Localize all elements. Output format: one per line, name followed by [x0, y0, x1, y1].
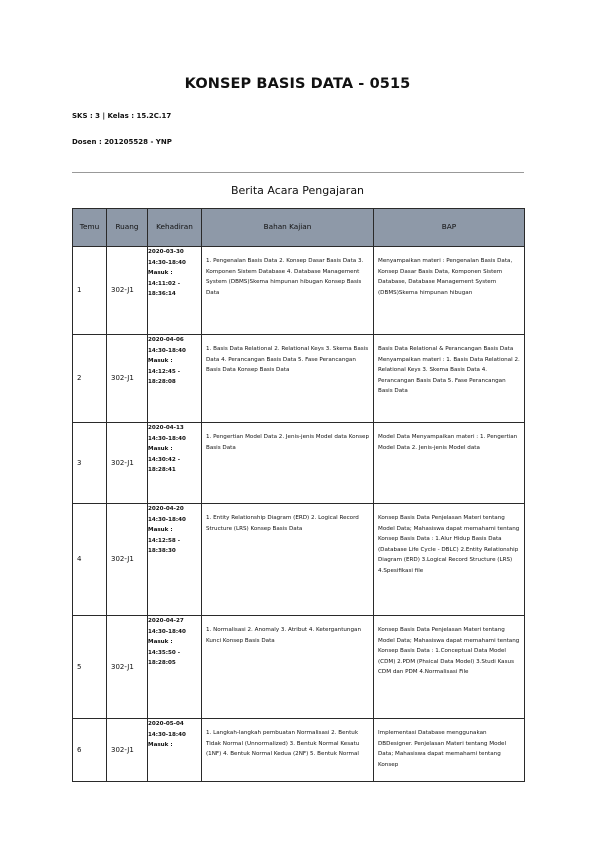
- header-bahan-kajian: Bahan Kajian: [202, 209, 374, 247]
- bahan-kajian-cell: 1. Normalisasi 2. Anomaly 3. Atribut 4. Ketergantungan Kunci Konsep Basis Data: [202, 616, 374, 719]
- table-row: [73, 504, 525, 616]
- kehadiran-cell: 2020-05-04 14:30-18:40 Masuk :: [148, 719, 202, 782]
- lecturer-meta: Dosen : 201205528 - YNP: [72, 138, 172, 146]
- divider: [72, 172, 524, 173]
- temu-cell: 3: [73, 423, 107, 504]
- course-meta: SKS : 3 | Kelas : 15.2C.17: [72, 112, 172, 120]
- temu-cell: 1: [73, 247, 107, 335]
- kehadiran-cell: 2020-04-20 14:30-18:40 Masuk : 14:12:58 - 18:38:30: [148, 504, 202, 616]
- kehadiran-cell: 2020-04-13 14:30-18:40 Masuk : 14:30:42 - 18:28:41: [148, 423, 202, 504]
- ruang-cell: 302-J1: [107, 247, 148, 335]
- ruang-cell: 302-J1: [107, 504, 148, 616]
- temu-cell: 2: [73, 335, 107, 423]
- bahan-kajian-cell: 1. Basis Data Relational 2. Relational Keys 3. Skema Basis Data 4. Perancangan Basis Data 5. Fase Perancangan Basis Data Konsep Basis Data: [202, 335, 374, 423]
- table-row: [73, 335, 525, 423]
- ruang-cell: 302-J1: [107, 423, 148, 504]
- bap-cell: Model Data Menyampaikan materi : 1. Pengertian Model Data 2. Jenis-jenis Model data: [374, 423, 525, 504]
- bahan-kajian-cell: 1. Pengertian Model Data 2. Jenis-jenis Model data Konsep Basis Data: [202, 423, 374, 504]
- kehadiran-cell: 2020-03-30 14:30-18:40 Masuk : 14:11:02 - 18:36:14: [148, 247, 202, 335]
- page-title: KONSEP BASIS DATA - 0515: [184, 76, 411, 92]
- temu-cell: 4: [73, 504, 107, 616]
- header-bap: BAP: [374, 209, 525, 247]
- bahan-kajian-cell: 1. Pengenalan Basis Data 2. Konsep Dasar Basis Data 3. Komponen Sistem Database 4. Database Management System (DBMS)Skema himpunan hibugan Konsep Basis Data: [202, 247, 374, 335]
- table-row: [73, 423, 525, 504]
- temu-cell: 5: [73, 616, 107, 719]
- header-temu: Temu: [73, 209, 107, 247]
- bap-cell: Konsep Basis Data Penjelasan Materi tentang Model Data; Mahasiswa dapat memahami tentang Konsep Basis Data : 1.Alur Hidup Basis Data (Database Life Cycle - DBLC) 2.Entity Relationship Diagram (ERD) 3.Logical Record Structure (LRS) 4.Spesifikasi file: [374, 504, 525, 616]
- ruang-cell: 302-J1: [107, 719, 148, 782]
- bahan-kajian-cell: 1. Langkah-langkah pembuatan Normalisasi 2. Bentuk Tidak Normal (Unnormalized) 3. Bentuk Normal Kesatu (1NF) 4. Bentuk Normal Kedua (2NF) 5. Bentuk Normal: [202, 719, 374, 782]
- table-row: [73, 616, 525, 719]
- header-ruang: Ruang: [107, 209, 148, 247]
- bap-cell: Implementasi Database menggunakan DBDesigner. Penjelasan Materi tentang Model Data; Mahasiswa dapat memahami tentang Konsep: [374, 719, 525, 782]
- temu-cell: 6: [73, 719, 107, 782]
- bap-cell: Menyampaikan materi : Pengenalan Basis Data, Konsep Dasar Basis Data, Komponen Sistem Database, Database Management System (DBMS)Skema himpunan hibugan: [374, 247, 525, 335]
- ruang-cell: 302-J1: [107, 616, 148, 719]
- table-row: [73, 247, 525, 335]
- kehadiran-cell: 2020-04-06 14:30-18:40 Masuk : 14:12:45 - 18:28:08: [148, 335, 202, 423]
- table-header-row: [73, 209, 525, 247]
- bahan-kajian-cell: 1. Entity Relationship Diagram (ERD) 2. Logical Record Structure (LRS) Konsep Basis Data: [202, 504, 374, 616]
- ruang-cell: 302-J1: [107, 335, 148, 423]
- table-row: [73, 719, 525, 782]
- bap-cell: Konsep Basis Data Penjelasan Materi tentang Model Data; Mahasiswa dapat memahami tentang Konsep Basis Data : 1.Conceptual Data Model (CDM) 2.PDM (Phsical Data Model) 3.Studi Kasus CDM dan PDM 4.Normalisasi File: [374, 616, 525, 719]
- teaching-report-table: [72, 208, 525, 782]
- bap-cell: Basis Data Relational & Perancangan Basis Data Menyampaikan materi : 1. Basis Data Relational 2. Relational Keys 3. Skema Basis Data 4. Perancangan Basis Data 5. Fase Perancangan Basis Data: [374, 335, 525, 423]
- section-title: Berita Acara Pengajaran: [230, 184, 365, 197]
- header-kehadiran: Kehadiran: [148, 209, 202, 247]
- kehadiran-cell: 2020-04-27 14:30-18:40 Masuk : 14:35:50 - 18:28:05: [148, 616, 202, 719]
